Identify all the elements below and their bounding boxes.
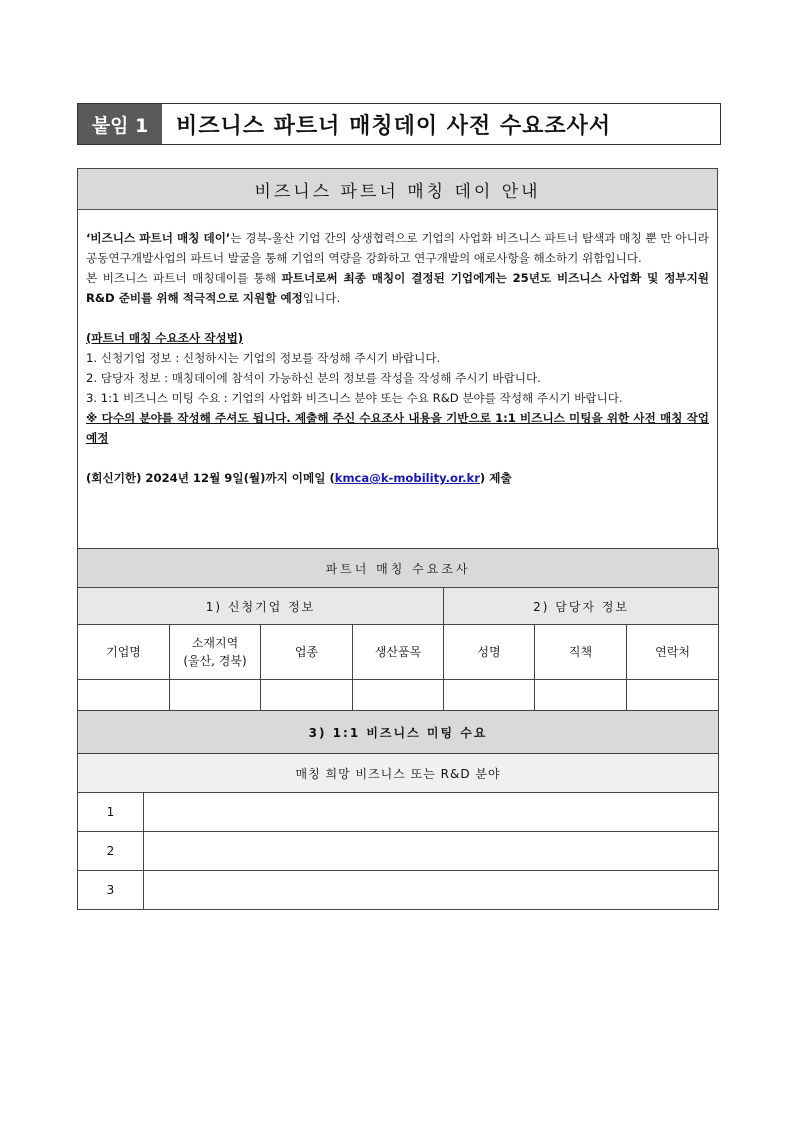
col-products: 생산품목 — [353, 625, 444, 680]
name-cell[interactable] — [444, 680, 535, 711]
meeting-heading: 3) 1:1 비즈니스 미팅 수요 — [78, 711, 719, 754]
guide-body — [78, 210, 717, 488]
method-item-3: 3. 1:1 비즈니스 미팅 수요 : 기업의 사업화 비즈니스 분야 또는 수요 R&D 분야를 작성해 주시기 바랍니다. — [86, 391, 623, 405]
field-input-3[interactable] — [144, 871, 719, 910]
position-cell[interactable] — [535, 680, 627, 711]
row-number: 2 — [78, 832, 144, 871]
col-industry: 업종 — [261, 625, 353, 680]
col-region: 소재지역 (울산, 경북) — [170, 625, 261, 680]
email-link[interactable]: kmca@k-mobility.or.kr — [334, 471, 480, 485]
intro-bold: ‘비즈니스 파트너 매칭 데이’ — [86, 231, 231, 245]
survey-heading: 파트너 매칭 수요조사 — [78, 549, 719, 588]
guide-heading: 비즈니스 파트너 매칭 데이 안내 — [78, 169, 717, 210]
survey-table — [77, 548, 719, 910]
field-input-1[interactable] — [144, 793, 719, 832]
row-number: 3 — [78, 871, 144, 910]
document-title: 비즈니스 파트너 매칭데이 사전 수요조사서 — [176, 113, 612, 139]
intro-text: 는 경북-울산 기업 간의 상생협력으로 기업의 사업화 비즈니스 파트너 탐색과 매칭 뿐 만 아니라 공동연구개발사업의 파트너 발굴을 통해 기업의 역량을 강화하고 연구개발의 애로사항을 해소하기 위함입니다. — [86, 231, 709, 265]
row-number: 1 — [78, 793, 144, 832]
col-name: 성명 — [444, 625, 535, 680]
industry-cell[interactable] — [261, 680, 353, 711]
document-title-bar — [77, 103, 721, 145]
phone-cell[interactable] — [627, 680, 719, 711]
deadline-post: ) 제출 — [479, 471, 512, 485]
method-title: (파트너 매칭 수요조사 작성법) — [86, 331, 244, 345]
deadline-line — [86, 468, 709, 488]
products-cell[interactable] — [353, 680, 444, 711]
support-paragraph — [86, 268, 709, 308]
support-pre: 본 비즈니스 파트너 매칭데이를 통해 — [86, 271, 282, 285]
col-phone: 연락처 — [627, 625, 719, 680]
method-item-1: 1. 신청기업 정보 : 신청하시는 기업의 정보를 작성해 주시기 바랍니다. — [86, 351, 441, 365]
col-position: 직책 — [535, 625, 627, 680]
contact-info-heading: 2) 담당자 정보 — [444, 588, 719, 625]
col-company-name: 기업명 — [78, 625, 170, 680]
company-name-cell[interactable] — [78, 680, 170, 711]
intro-paragraph — [86, 228, 709, 268]
support-bold: 파트너로써 최종 매칭이 결정된 기업에게는 25년도 비즈니스 사업화 및 정부지원 R&D 준비를 위해 적극적으로 지원할 예정 — [86, 271, 709, 305]
support-post: 입니다. — [302, 291, 341, 305]
attachment-tag: 붙임 1 — [78, 104, 162, 144]
method-item-2: 2. 담당자 정보 : 매칭데이에 참석이 가능하신 분의 정보를 작성을 작성해 주시기 바랍니다. — [86, 371, 541, 385]
guide-box — [77, 168, 718, 548]
field-input-2[interactable] — [144, 832, 719, 871]
note-text: ※ 다수의 분야를 작성해 주셔도 됩니다. 제출해 주신 수요조사 내용을 기반으로 1:1 비즈니스 미팅을 위한 사전 매칭 작업 예정 — [86, 411, 709, 445]
deadline-pre: (회신기한) 2024년 12월 9일(월)까지 이메일 ( — [86, 471, 335, 485]
region-cell[interactable] — [170, 680, 261, 711]
company-info-heading: 1) 신청기업 정보 — [78, 588, 444, 625]
field-heading: 매칭 희망 비즈니스 또는 R&D 분야 — [78, 754, 719, 793]
